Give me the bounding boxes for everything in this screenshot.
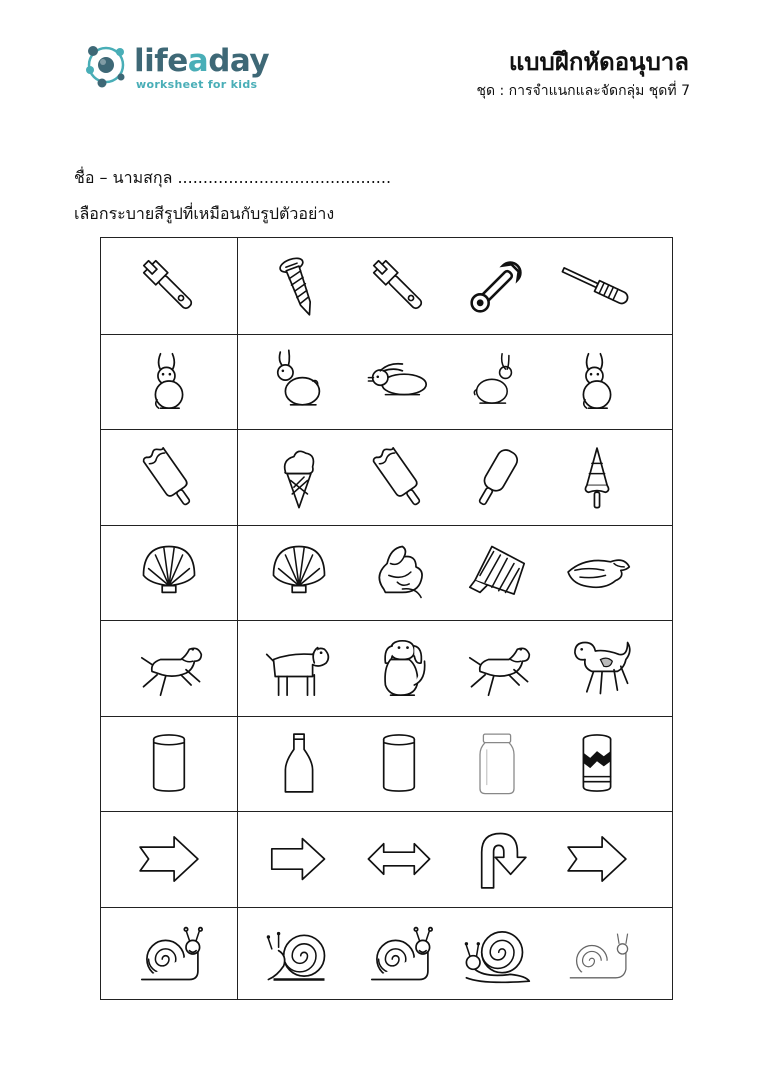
screwdriver-icon — [563, 252, 631, 320]
dog-running-icon — [463, 634, 531, 702]
popsicle-bitten-icon — [365, 443, 433, 511]
arrow-chevron-right-icon — [135, 825, 203, 893]
choice-picture[interactable] — [452, 907, 542, 1003]
molecule-logo-icon — [82, 40, 132, 90]
popsicle-stick-icon — [463, 443, 531, 511]
dog-running-icon — [135, 634, 203, 702]
bottle-icon — [265, 729, 333, 797]
conch-shell-icon — [563, 538, 631, 606]
adjustable-wrench-icon — [365, 252, 433, 320]
worksheet-subtitle: ชุด : การจำแนกและจัดกลุ่ม ชุดที่ 7 — [476, 83, 690, 99]
rabbit-small-icon — [463, 347, 531, 415]
ice-cream-cone-icon — [265, 443, 333, 511]
choice-picture[interactable] — [354, 525, 444, 621]
choice-picture[interactable] — [354, 811, 444, 907]
clam-shell-icon — [463, 538, 531, 606]
choice-picture[interactable] — [552, 620, 642, 716]
choice-picture[interactable] — [254, 716, 344, 812]
tin-can-icon — [135, 729, 203, 797]
dog-sitting-icon — [365, 634, 433, 702]
logo-wordmark: lifeaday — [134, 43, 270, 79]
snail-striped-icon — [265, 920, 333, 988]
adjustable-wrench-icon — [135, 252, 203, 320]
choice-picture[interactable] — [552, 238, 642, 334]
scallop-shell-icon — [135, 538, 203, 606]
choice-picture[interactable] — [452, 620, 542, 716]
screw-icon — [265, 252, 333, 320]
choice-picture[interactable] — [552, 716, 642, 812]
snail-long-icon — [463, 920, 531, 988]
choice-picture[interactable] — [452, 716, 542, 812]
choice-picture[interactable] — [354, 716, 444, 812]
choice-picture[interactable] — [452, 238, 542, 334]
choice-picture[interactable] — [254, 525, 344, 621]
rabbit-sitting-icon — [135, 347, 203, 415]
choice-picture[interactable] — [552, 525, 642, 621]
example-picture — [124, 334, 214, 430]
example-picture — [124, 429, 214, 525]
choice-picture[interactable] — [354, 907, 444, 1003]
dog-spotted-icon — [563, 634, 631, 702]
choice-picture[interactable] — [552, 907, 642, 1003]
example-picture — [124, 716, 214, 812]
choice-picture[interactable] — [552, 334, 642, 430]
glass-jar-icon — [463, 729, 531, 797]
choice-picture[interactable] — [354, 620, 444, 716]
choice-picture[interactable] — [354, 334, 444, 430]
open-end-wrench-icon — [463, 252, 531, 320]
popsicle-bitten-icon — [135, 443, 203, 511]
choice-picture[interactable] — [452, 811, 542, 907]
example-picture — [124, 620, 214, 716]
whelk-shell-icon — [365, 538, 433, 606]
instruction-text: เลือกระบายสีรูปที่เหมือนกับรูปตัวอย่าง — [74, 204, 335, 223]
example-picture — [124, 238, 214, 334]
choice-picture[interactable] — [552, 811, 642, 907]
choice-picture[interactable] — [354, 238, 444, 334]
snail-smiling-icon — [135, 920, 203, 988]
choice-picture[interactable] — [254, 907, 344, 1003]
choice-picture[interactable] — [452, 334, 542, 430]
choice-picture[interactable] — [254, 429, 344, 525]
soda-can-icon — [563, 729, 631, 797]
logo-tagline: worksheet for kids — [136, 78, 258, 91]
tin-can-icon — [365, 729, 433, 797]
choice-picture[interactable] — [254, 334, 344, 430]
lifeaday-logo — [82, 40, 272, 96]
rabbit-lying-icon — [365, 347, 433, 415]
choice-picture[interactable] — [254, 238, 344, 334]
dog-standing-icon — [265, 634, 333, 702]
column-divider — [237, 238, 238, 999]
arrow-u-turn-icon — [463, 825, 531, 893]
rabbit-sitting-icon — [563, 347, 631, 415]
example-picture — [124, 811, 214, 907]
arrow-double-icon — [365, 825, 433, 893]
worksheet-grid — [100, 237, 673, 1000]
choice-picture[interactable] — [254, 620, 344, 716]
choice-picture[interactable] — [254, 811, 344, 907]
example-picture — [124, 907, 214, 1003]
choice-picture[interactable] — [452, 525, 542, 621]
choice-picture[interactable] — [452, 429, 542, 525]
arrow-chevron-right-icon — [563, 825, 631, 893]
worksheet-title: แบบฝึกหัดอนุบาล — [508, 48, 689, 76]
choice-picture[interactable] — [354, 429, 444, 525]
popsicle-rocket-icon — [563, 443, 631, 511]
snail-small-icon — [563, 920, 631, 988]
example-picture — [124, 525, 214, 621]
snail-smiling-icon — [365, 920, 433, 988]
scallop-shell-icon — [265, 538, 333, 606]
rabbit-side-icon — [265, 347, 333, 415]
arrow-right-icon — [265, 825, 333, 893]
name-field-line: ชื่อ – นามสกุล .......................................... — [74, 168, 392, 187]
choice-picture[interactable] — [552, 429, 642, 525]
